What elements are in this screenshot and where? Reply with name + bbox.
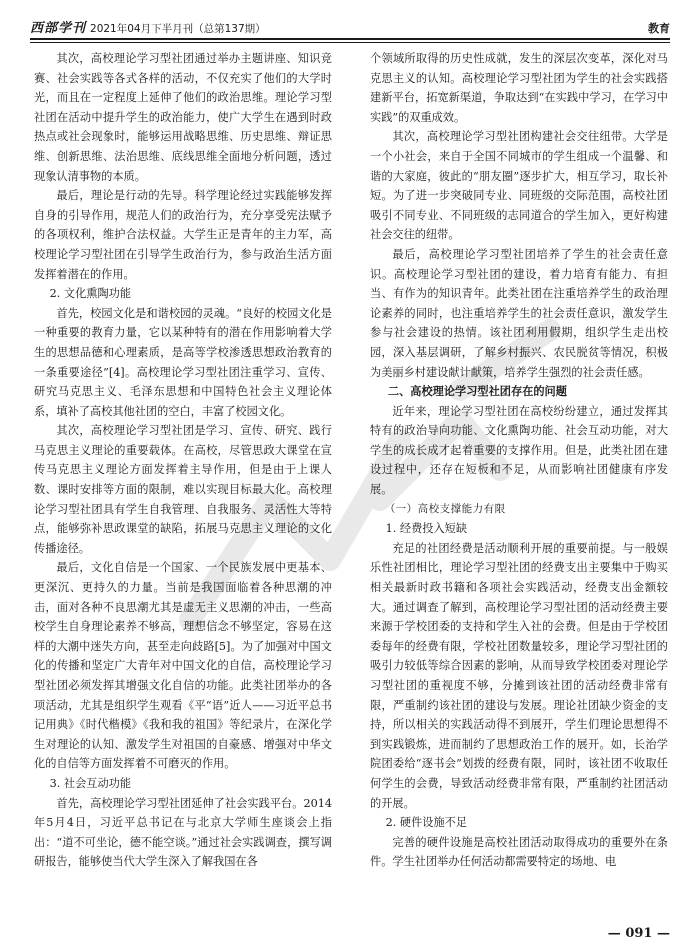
section-heading: 二、高校理论学习型社团存在的问题 bbox=[387, 385, 567, 399]
issue-info: 2021年04月下半月刊（总第137期） bbox=[90, 23, 266, 35]
paragraph: 其次，高校理论学习型社团通过举办主题讲座、知识竞赛、社会实践等各式各样的活动，不仅充实了他们的大学时光，而且在一定程度上延伸了他们的政治思维。理论学习型社团在活动中提升学生的政治能力，使广大学生在遇到时政热点或社会现象时，能够运用战略思维、历史思维、辩证思维、创新思维、法治思维、底线思维全面地分析问题，透过现象认清事物的本质。 bbox=[34, 52, 332, 183]
subsection-heading: 2. 硬件设施不足 bbox=[385, 816, 468, 830]
paragraph: 近年来，理论学习型社团在高校纷纷建立，通过发挥其特有的政治导向功能、文化熏陶功能、社会互动功能，对大学生的成长成才起着重要的支撑作用。但是，此类社团在建设过程中，还存在短板和不足，从而影响社团健康有序发展。 bbox=[370, 404, 668, 497]
left-column bbox=[34, 49, 332, 872]
paragraph: 其次，高校理论学习型社团是学习、宣传、研究、践行马克思主义理论的重要载体。在高校，尽管思政大课堂在宣传马克思主义理论方面发挥着主导作用，但是由于上课人数、课时安排等方面的限制，难以实现目标最大化。高校理论学习型社团具有学生自我管理、自我服务、灵活性大等特点，能够弥补思政课堂的缺陷，拓展马克思主义理论的文化传播途径。 bbox=[34, 424, 332, 555]
section-label: 教育 bbox=[648, 22, 670, 35]
subsection-heading: （一）高校支撑能力有限 bbox=[384, 502, 506, 515]
header-left bbox=[30, 17, 266, 36]
subsection-heading: 2. 文化熏陶功能 bbox=[49, 287, 132, 301]
journal-name: 西部学刊 bbox=[30, 21, 87, 36]
subsection-heading: 3. 社会互动功能 bbox=[49, 776, 132, 790]
right-column bbox=[370, 49, 668, 872]
paragraph: 首先，校园文化是和谐校园的灵魂。“良好的校园文化是一种重要的教育力量，它以某种特有的潜在作用影响着大学生的思想品德和心理素质，是高等学校渗透思想政治教育的一条重要途径”[4]。高校理论学习型社团注重学习、宣传、研究马克思主义、毛泽东思想和中国特色社会主义理论体系，填补了高校其他社团的空白，丰富了校园文化。 bbox=[34, 306, 332, 418]
paragraph: 最后，文化自信是一个国家、一个民族发展中更基本、更深沉、更持久的力量。当前是我国面临着各种思潮的冲击，面对各种不良思潮尤其是虚无主义思潮的冲击，一些高校学生自身理论素养不够高，理想信念不够坚定，容易在这样的大潮中迷失方向，甚至走向歧路[5]。为了加强对中国文化的传播和坚定广大青年对中国文化的自信，高校理论学习型社团必须发挥其增强文化自信的功能。此类社团举办的各项活动，尤其是组织学生观看《平“语”近人——习近平总书记用典》《时代楷模》《我和我的祖国》等纪录片，在深化学生对理论的认知、激发学生对祖国的自豪感、增强对中华文化的自信等方面发挥着不可磨灭的作用。 bbox=[34, 561, 332, 771]
paragraph: 充足的社团经费是活动顺利开展的重要前提。与一般娱乐性社团相比，理论学习型社团的经费支出主要集中于购买相关最新时政书籍和各项社会实践活动，经费支出金额较大。通过调查了解到，高校理论学习型社团的活动经费主要来源于学校团委的支持和学生入社的会费。但是由于学校团委每年的经费有限，学校社团数量较多，理论学习型社团的吸引力较低等综合因素的影响，从而导致学校团委对理论学习型社团的重视度不够，分摊到该社团的活动经费非常有限，严重制约该社团的建设与发展。理论社团缺少资金的支持，所以相关的实践活动得不到展开，学生们理论思想得不到实践锻炼，进而制约了思想政治工作的展开。如，长治学院团委给“逐书会”划拨的经费有限，同时，该社团不收取任何学生的会费，导致活动经费非常有限，严重制约社团活动的开展。 bbox=[370, 541, 668, 810]
header-rule-thin bbox=[30, 42, 670, 43]
page-header bbox=[30, 14, 670, 36]
paragraph: 其次，高校理论学习型社团构建社会交往纽带。大学是一个小社会，来自于全国不同城市的学生组成一个温馨、和谐的大家庭，彼此的“朋友圈”逐步扩大，相互学习，取长补短。为了进一步突破同专业、同班级的交际范围，高校社团吸引不同专业、不同班级的志同道合的学生加入，更好构建社会交往的纽带。 bbox=[370, 130, 668, 242]
paragraph: 最后，理论是行动的先导。科学理论经过实践能够发挥自身的引导作用，规范人们的政治行为，充分享受宪法赋予的各项权利，维护合法权益。大学生正是青年的主力军，高校理论学习型社团在引导学生政治行为，参与政治生活方面发挥着潜在的作用。 bbox=[34, 189, 332, 281]
paragraph-continued: 个领域所取得的历史性成就，发生的深层次变革，深化对马克思主义的认知。高校理论学习型社团为学生的社会实践搭建新平台，拓宽新渠道，争取达到“在实践中学习，在学习中实践”的双重成效。 bbox=[370, 52, 668, 124]
header-rule-thick bbox=[30, 38, 670, 40]
subsection-heading: 1. 经费投入短缺 bbox=[385, 522, 468, 536]
paragraph: 首先，高校理论学习型社团延伸了社会实践平台。2014年5月4日，习近平总书记在与北京大学师生座谈会上指出：“道不可坐论，德不能空谈。”通过社会实践调查，撰写调研报告，能够使当代大学生深入了解我国在各 bbox=[34, 796, 332, 869]
paragraph: 完善的硬件设施是高校社团活动取得成功的重要外在条件。学生社团举办任何活动都需要特定的场地、电 bbox=[370, 835, 668, 869]
page-number: — 091 — bbox=[607, 926, 670, 941]
paragraph: 最后，高校理论学习型社团培养了学生的社会责任意识。高校理论学习型社团的建设，着力培育有能力、有担当、有作为的知识青年。此类社团在注重培养学生的政治理论素养的同时，也注重培养学生的社会责任意识，激发学生参与社会建设的热情。该社团利用假期，组织学生走出校园，深入基层调研，了解乡村振兴、农民脱贫等情况，积极为美丽乡村建设献计献策，培养学生强烈的社会责任感。 bbox=[370, 247, 668, 379]
